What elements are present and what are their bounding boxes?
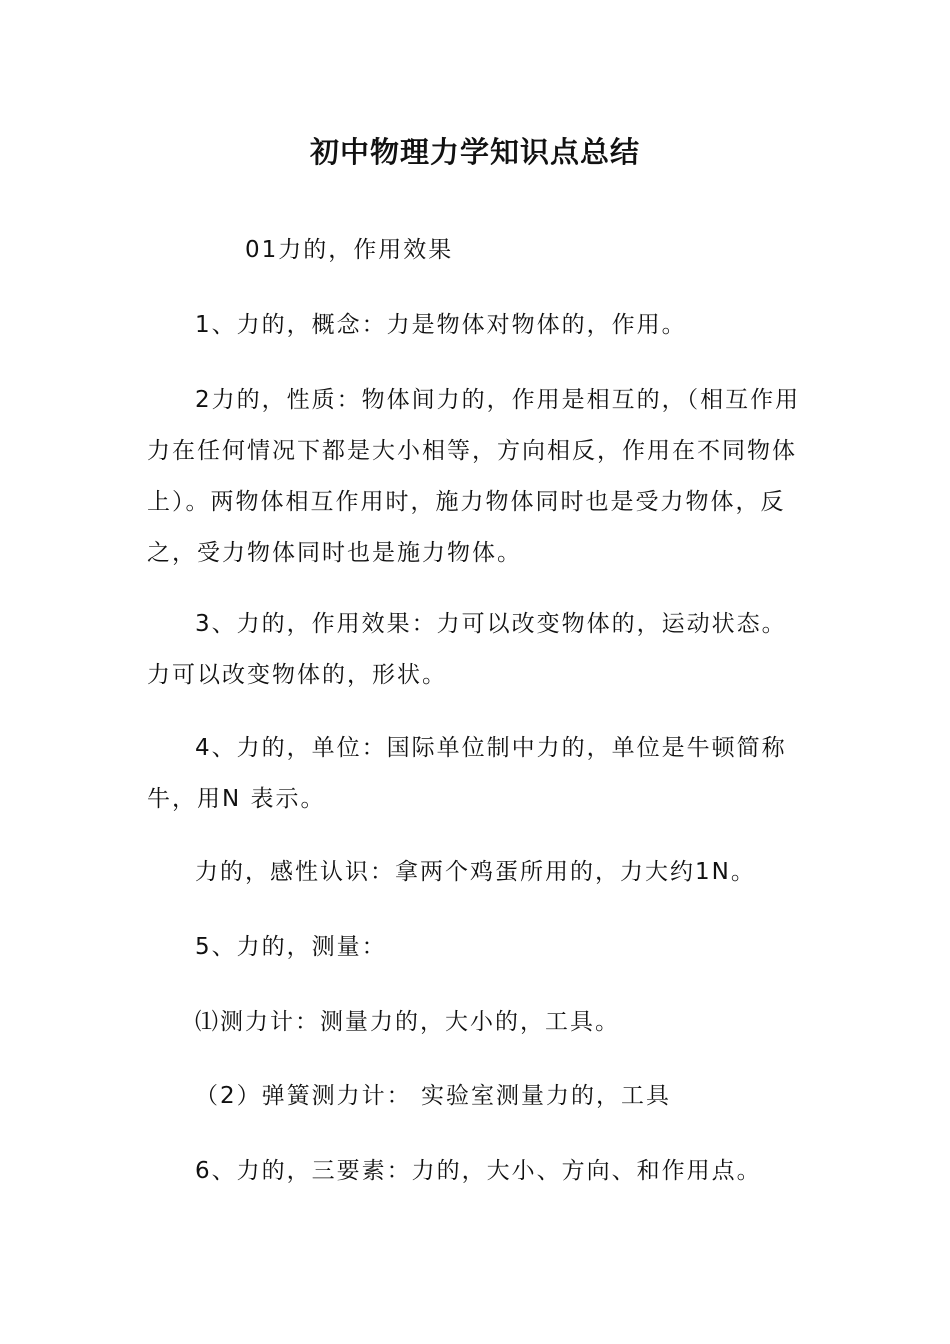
paragraph-effect: 3、力的，作用效果：力可以改变物体的，运动状态。力可以改变物体的，形状。: [147, 611, 787, 688]
paragraph-three-elements: 6、力的，三要素：力的，大小、方向、和作用点。: [195, 1158, 762, 1184]
paragraph-dynamometer: ⑴测力计：测量力的，大小的，工具。: [195, 1009, 620, 1035]
paragraph-concept: 1、力的，概念：力是物体对物体的，作用。: [195, 312, 687, 338]
paragraph-nature: 2力的，性质：物体间力的，作用是相互的，（相互作用力在任何情况下都是大小相等，方向相反，作用在不同物体上）。两物体相互作用时，施力物体同时也是受力物体，反之，受力物体同时也是施力物体。: [147, 387, 801, 566]
paragraph-spring-scale: （2）弹簧测力计： 实验室测量力的，工具: [195, 1083, 671, 1109]
paragraph-perception: 力的，感性认识：拿两个鸡蛋所用的，力大约1N。: [195, 859, 756, 885]
paragraph-unit: 4、力的，单位：国际单位制中力的，单位是牛顿简称牛，用N 表示。: [147, 735, 787, 812]
document-title: 初中物理力学知识点总结: [309, 135, 640, 169]
paragraph-measurement: 5、力的，测量：: [195, 934, 387, 960]
section-heading: 01力的，作用效果: [245, 237, 454, 263]
